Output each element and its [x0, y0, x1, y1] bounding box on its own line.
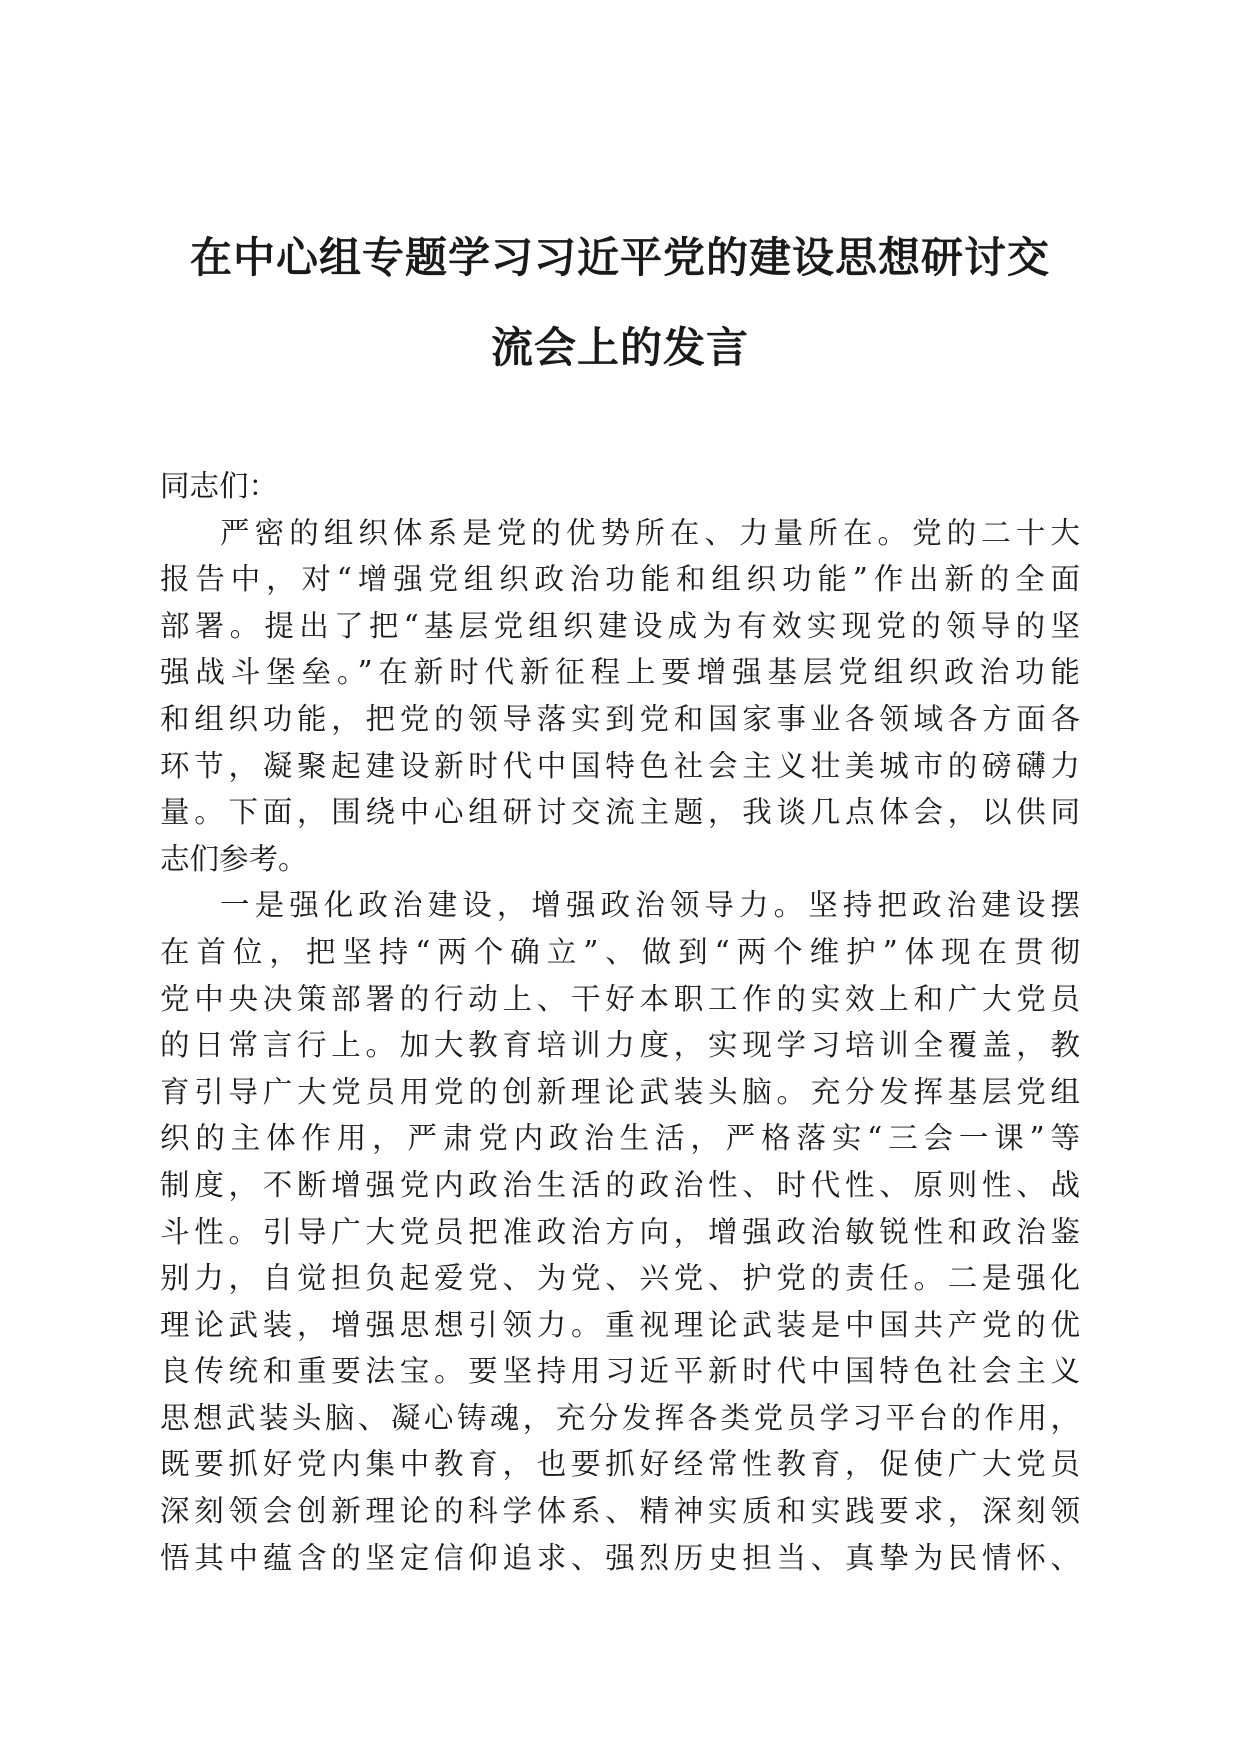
paragraph-2-line: 党中央决策部署的行动上、干好本职工作的实效上和广大党员 — [160, 981, 1080, 1016]
paragraph-1-line: 量。下面，围绕中心组研讨交流主题，我谈几点体会，以供同 — [160, 795, 1080, 830]
paragraph-2-line: 既要抓好党内集中教育，也要抓好经常性教育，促使广大党员 — [160, 1447, 1080, 1482]
paragraph-2-line: 良传统和重要法宝。要坚持用习近平新时代中国特色社会主义 — [160, 1354, 1080, 1389]
paragraph-1-line: 部署。提出了把“基层党组织建设成为有效实现党的领导的坚 — [160, 608, 1080, 643]
paragraph-1-line: 环节，凝聚起建设新时代中国特色社会主义壮美城市的磅礴力 — [160, 748, 1080, 783]
document-body — [160, 463, 1080, 1581]
paragraph-2-line: 理论武装，增强思想引领力。重视理论武装是中国共产党的优 — [160, 1307, 1080, 1342]
paragraph-1-line: 严密的组织体系是党的优势所在、力量所在。党的二十大 — [220, 515, 1080, 550]
paragraph-2-line: 一是强化政治建设，增强政治领导力。坚持把政治建设摆 — [220, 888, 1080, 923]
paragraph-1-line: 报告中，对“增强党组织政治功能和组织功能”作出新的全面 — [160, 562, 1080, 597]
paragraph-2-line: 制度，不断增强党内政治生活的政治性、时代性、原则性、战 — [160, 1167, 1080, 1202]
document-title-line-1: 在中心组专题学习习近平党的建设思想研讨交 — [189, 233, 1050, 282]
salutation: 同志们： — [160, 469, 279, 503]
paragraph-2-line: 悟其中蕴含的坚定信仰追求、强烈历史担当、真挚为民情怀、 — [160, 1540, 1080, 1575]
paragraph-2-line: 在首位，把坚持“两个确立”、做到“两个维护”体现在贯彻 — [160, 934, 1080, 969]
paragraph-2-line: 别力，自觉担负起爱党、为党、兴党、护党的责任。二是强化 — [160, 1261, 1080, 1296]
paragraph-2-line: 的日常言行上。加大教育培训力度，实现学习培训全覆盖，教 — [160, 1028, 1080, 1063]
paragraph-2-line: 思想武装头脑、凝心铸魂，充分发挥各类党员学习平台的作用， — [160, 1400, 1080, 1435]
paragraph-1-line: 志们参考。 — [160, 841, 308, 876]
paragraph-2-line: 斗性。引导广大党员把准政治方向，增强政治敏锐性和政治鉴 — [160, 1214, 1080, 1249]
paragraph-1-line: 和组织功能，把党的领导落实到党和国家事业各领域各方面各 — [160, 701, 1080, 736]
paragraph-2-line: 育引导广大党员用党的创新理论武装头脑。充分发挥基层党组 — [160, 1074, 1080, 1109]
paragraph-1-line: 强战斗堡垒。”在新时代新征程上要增强基层党组织政治功能 — [160, 655, 1080, 690]
document-title-line-2: 流会上的发言 — [490, 323, 749, 372]
paragraph-2-line: 深刻领会创新理论的科学体系、精神实质和实践要求，深刻领 — [160, 1494, 1080, 1529]
paragraph-2-line: 织的主体作用，严肃党内政治生活，严格落实“三会一课”等 — [160, 1121, 1080, 1156]
